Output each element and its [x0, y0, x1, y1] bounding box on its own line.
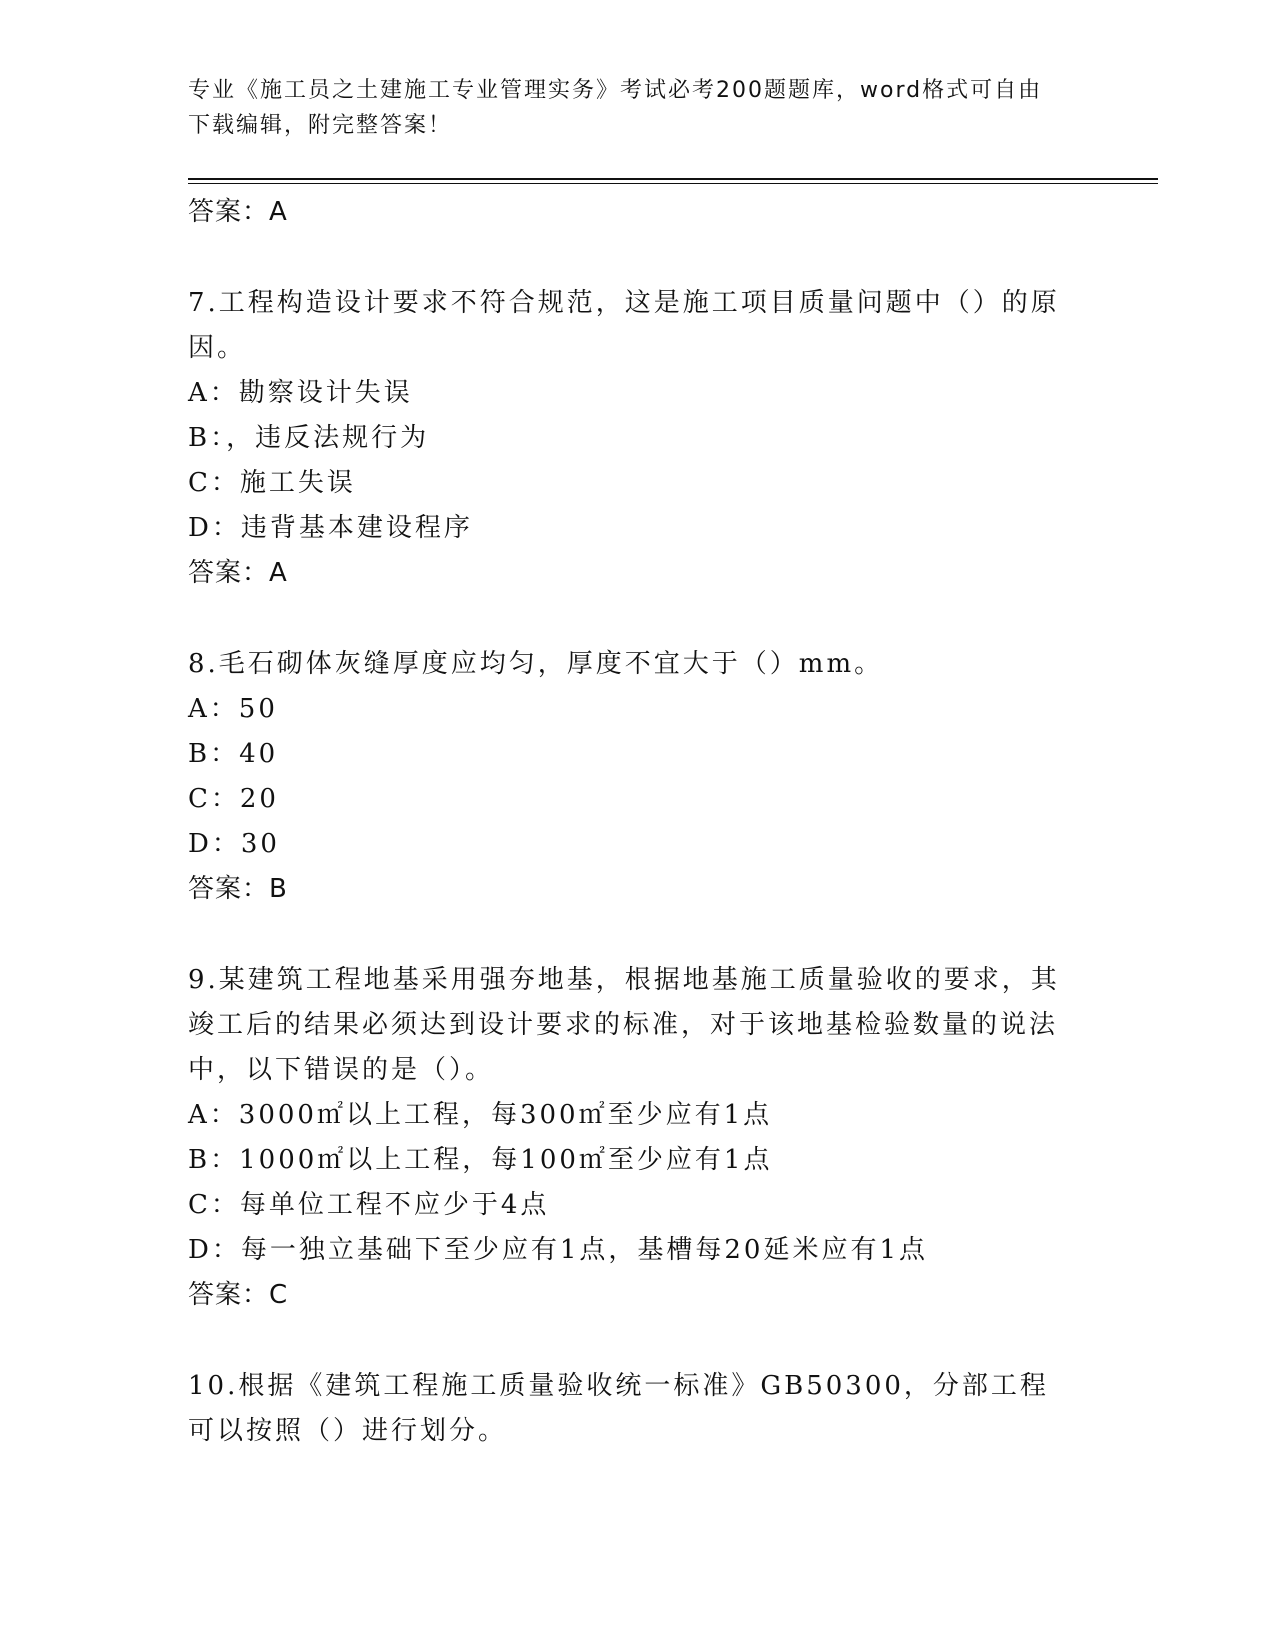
question-stem: 9.某建筑工程地基采用强夯地基，根据地基施工质量验收的要求，其竣工后的结果必须达到设计要求的标准，对于该地基检验数量的说法中，以下错误的是（）。	[188, 965, 1060, 1085]
header-divider-thick	[188, 178, 1158, 180]
answer-line: 答案：A	[188, 197, 288, 227]
option-c: C：20	[188, 784, 279, 814]
option-b: B：，违反法规行为	[188, 423, 430, 453]
option-c: C：施工失误	[188, 468, 356, 498]
option-b: B：40	[188, 739, 279, 769]
question-10	[188, 1364, 1068, 1454]
question-stem: 10.根据《建筑工程施工质量验收统一标准》GB50300，分部工程可以按照（）进行划分。	[188, 1371, 1049, 1446]
answer-line: 答案：B	[188, 874, 288, 904]
option-c: C：每单位工程不应少于4点	[188, 1190, 550, 1220]
question-stem: 7.工程构造设计要求不符合规范，这是施工项目质量问题中（）的原因。	[188, 288, 1060, 363]
option-b: B：1000㎡以上工程，每100㎡至少应有1点	[188, 1145, 773, 1175]
header-line-2: 下载编辑，附完整答案！	[188, 113, 453, 138]
question-stem: 8.毛石砌体灰缝厚度应均匀，厚度不宜大于（）mm。	[188, 649, 884, 679]
option-d: D：违背基本建设程序	[188, 513, 473, 543]
option-d: D：30	[188, 829, 280, 859]
question-list	[188, 190, 1068, 1454]
document-header	[188, 73, 1068, 143]
option-a: A：3000㎡以上工程，每300㎡至少应有1点	[188, 1100, 773, 1130]
header-divider-thin	[188, 183, 1158, 184]
option-d: D：每一独立基础下至少应有1点，基槽每20延米应有1点	[188, 1235, 929, 1265]
answer-line: 答案：C	[188, 1280, 289, 1310]
answer-line: 答案：A	[188, 558, 288, 588]
header-line-1: 专业《施工员之土建施工专业管理实务》考试必考200题题库，word格式可自由	[188, 78, 1043, 103]
question-8	[188, 642, 1068, 912]
option-a: A：勘察设计失误	[188, 378, 413, 408]
question-7	[188, 281, 1068, 596]
question-9	[188, 958, 1068, 1318]
option-a: A：50	[188, 694, 278, 724]
